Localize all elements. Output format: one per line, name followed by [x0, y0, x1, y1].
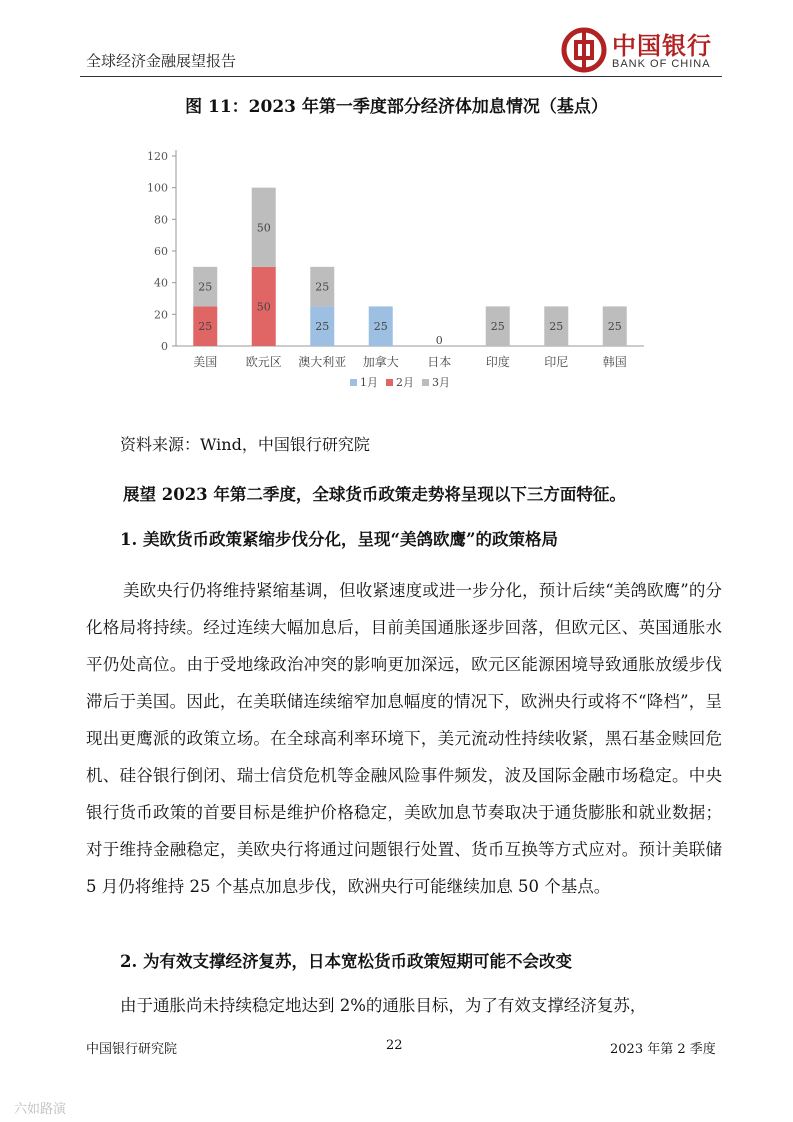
category-label: 印尼	[544, 355, 569, 369]
data-label: 25	[315, 320, 330, 334]
data-label: 25	[315, 280, 330, 294]
watermark: 六如路演	[14, 1101, 67, 1116]
legend-swatch	[386, 379, 393, 386]
legend-label: 2月	[396, 376, 414, 389]
data-label: 25	[198, 280, 213, 294]
section-heading-1: 1. 美欧货币政策紧缩步伐分化，呈现“美鸽欧鹰”的政策格局	[120, 530, 558, 549]
legend-label: 3月	[432, 376, 450, 389]
data-label: 25	[607, 320, 622, 334]
legend-label: 1月	[360, 376, 378, 389]
legend-swatch	[422, 379, 429, 386]
body-paragraph-1: 美欧央行仍将维持紧缩基调，但收紧速度或进一步分化，预计后续“美鸽欧鹰”的分化格局将持续。经过连续大幅加息后，目前美国通胀逐步回落，但欧元区、英国通胀水平仍处高位。由于受地缘政治冲突的影响更加深远，欧元区能源困境导致通胀放缓步伐滞后于美国。因此，在美联储连续缩窄加息幅度的情况下，欧洲央行或将不“降档”，呈现出更鹰派的政策立场。在全球高利率环境下，美元流动性持续收紧，黑石基金赎回危机、硅谷银行倒闭、瑞士信贷危机等金融风险事件频发，波及国际金融市场稳定。中央银行货币政策的首要目标是维护价格稳定，美欧加息节奏取决于通货膨胀和就业数据；对于维持金融稳定，美欧央行将通过问题银行处置、货币互换等方式应对。预计美联储 5 月仍将维持 25 个基点加息步伐，欧洲央行可能继续加息 50 个基点。	[86, 581, 722, 896]
data-label: 25	[490, 320, 505, 334]
data-label: 50	[256, 300, 271, 314]
logo-text-en: BANK OF CHINA	[612, 58, 711, 70]
header-rule	[80, 76, 722, 77]
body-paragraph-2-start: 由于通胀尚未持续稳定地达到 2%的通胀目标，为了有效支撑经济复苏，	[120, 996, 647, 1015]
data-label: 50	[256, 221, 271, 235]
y-tick-label: 40	[154, 276, 168, 290]
data-label: 25	[549, 320, 564, 334]
category-label: 加拿大	[362, 355, 399, 369]
footer-period: 2023 年第 2 季度	[610, 1042, 716, 1057]
footer-org: 中国银行研究院	[86, 1042, 178, 1057]
category-label: 日本	[427, 355, 452, 369]
report-title: 全球经济金融展望报告	[86, 52, 237, 70]
intro-paragraph: 展望 2023 年第二季度，全球货币政策走势将呈现以下三方面特征。	[123, 485, 626, 504]
legend-swatch	[350, 379, 357, 386]
y-tick-label: 120	[147, 150, 168, 163]
category-label: 韩国	[602, 355, 627, 369]
y-tick-label: 80	[154, 213, 168, 227]
logo-text-cn: 中国银行	[612, 31, 712, 60]
y-tick-label: 60	[154, 245, 168, 258]
y-tick-label: 0	[161, 340, 168, 353]
section-heading-2: 2. 为有效支撑经济复苏，日本宽松货币政策短期可能不会改变	[120, 952, 572, 971]
footer-page-number: 22	[386, 1038, 403, 1053]
category-label: 欧元区	[245, 355, 282, 369]
data-label-zero: 0	[435, 334, 443, 347]
category-label: 澳大利亚	[298, 355, 347, 369]
y-tick-label: 20	[154, 308, 168, 322]
data-label: 25	[373, 320, 388, 334]
category-label: 美国	[193, 355, 218, 369]
y-tick-label: 100	[147, 181, 168, 195]
data-label: 25	[198, 320, 213, 334]
rate-hike-chart	[130, 140, 650, 410]
figure-title: 图 11：2023 年第一季度部分经济体加息情况（基点）	[185, 97, 608, 117]
category-label: 印度	[485, 355, 510, 369]
figure-source: 资料来源：Wind，中国银行研究院	[120, 435, 370, 454]
